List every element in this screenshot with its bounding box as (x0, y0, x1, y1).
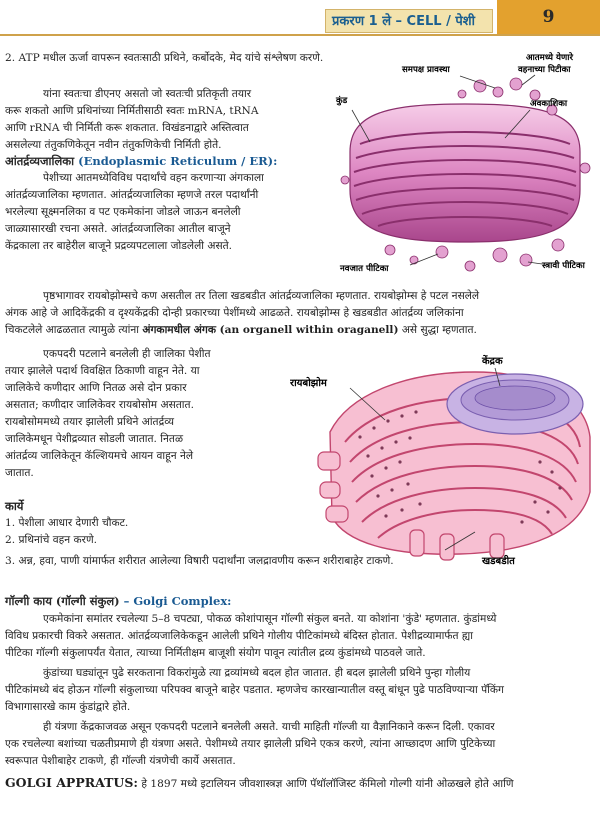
para-line: एकमेकांना समांतर रचलेल्या 5–8 चपट्या, पोकळ कोशांपासून गॉल्गी संकुल बनते. या कोशांना 'कुंडे' म्हणतात. कुंडांमध्ये (43, 613, 497, 625)
para-line: विविध प्रकारची विकरे असतात. आंतर्द्रव्यजालिकेकडून आलेली प्रथिने गोलीय पीटिकांमध्ये बंदिस्त होतात. पेशीद्रव्यामार्फत ह्या (5, 630, 473, 642)
page-number: 9 (497, 0, 600, 34)
mito-paragraph (5, 86, 335, 154)
er-heading-en: (Endoplasmic Reticulum / ER): (78, 154, 278, 168)
para-line: एक रचलेल्या बशांच्या चळतीप्रमाणे ही यंत्रणा असते. पेशीमध्ये तयार झालेली प्रथिने एकत्र करणे, त्यांना आच्छादण आणि पुटिकेच्या (5, 738, 496, 750)
golgi-figure (330, 40, 600, 285)
para-line: तयार झालेले पदार्थ विवक्षित ठिकाणी वाहून नेते. या (5, 365, 200, 377)
function-item: 2. प्रथिनांचे वहन करणे. (5, 534, 97, 546)
para-line: जालिकेचे कणीदार आणि नितळ असे दोन प्रकार (5, 382, 187, 394)
para-line: पृष्ठभागावर रायबोझोम्सचे कण असतील तर तिला खडबडीत आंतर्द्रव्यजालिका म्हणतात. रायबोझोम्स हे पटल नसलेले (43, 290, 480, 302)
para-line: आंतर्द्रव्यजालिका म्हणतात. आंतर्द्रव्यजालिका म्हणजे तरल पदार्थांनी (5, 189, 259, 201)
organelle-term: अंगकामधील अंगक (an organell within oraganell) (142, 324, 399, 336)
point-2: 2. ATP मधील ऊर्जा वापरून स्वतःसाठी प्रथिने, कर्बोदके, मेद यांचे संश्लेषण करणे. (5, 52, 324, 64)
label-incoming-1: आतमध्ये येणारे (526, 53, 573, 63)
para-line: भरलेल्या सूक्ष्मनलिका व पट एकमेकांना जोडले जाऊन बनलेली (5, 206, 241, 218)
para-line: एकपदरी पटलाने बनलेली ही जालिका पेशीत (43, 348, 211, 360)
label-cis: समपक्ष प्रावस्था (402, 65, 450, 75)
membrane-paragraph (5, 346, 303, 482)
golgi-heading-dev: गॉल्गी काय (गॉल्गी संकुल) (5, 594, 120, 608)
para-line: ही यंत्रणा केंद्रकाजवळ असून एकपदरी पटलाने बनलेली असते. याची माहिती गॉल्जी या वैज्ञानिकाने करून दिली. एकावर (43, 721, 495, 733)
text-run: असे सुद्धा म्हणतात. (398, 324, 477, 336)
chapter-title: प्रकरण 1 ले – CELL / पेशी (325, 9, 493, 33)
para-line: विभागासारखे काम कुंडांद्वारे होते. (5, 701, 131, 713)
para-line: केंद्रकाला तर बाहेरील बाजूने प्रद्रव्यपटलाला जोडलेली असते. (5, 240, 233, 252)
golgi-cisternae (350, 104, 580, 242)
golgi-final-line (5, 774, 595, 793)
label-lumen: अवकाशिका (530, 99, 568, 109)
label-nucleus: केंद्रक (482, 356, 503, 367)
golgi-heading-en: – Golgi Complex: (123, 594, 232, 608)
functions-list (5, 515, 595, 570)
para-line: पेशीच्या आतमध्येविविध पदार्थांचे वहन करणाऱ्या अंगकाला (43, 172, 264, 184)
para-line: रायबोसोममध्ये तयार झालेली प्रथिने आंतर्द्रव्य (5, 416, 174, 428)
para-line: आणि rRNA ची निर्मिती करू शकतात. विखंडनाद्वारे अस्तित्वात (5, 122, 249, 134)
para-line: जाळ्यासारखी रचना असते. आंतर्द्रव्यजालिका आतील बाजूने (5, 223, 231, 235)
para-line: अंगक आहे जे आदिकेंद्रकी व दृश्यकेंद्रकी दोन्ही प्रकारच्या पेशींमध्ये आढळते. रायबोझोम्स हे खडबडीत आंतर्द्रव्य जलिकांना (5, 307, 464, 319)
label-rough: खडबडीत (482, 556, 515, 567)
text-run: चिकटलेले आढळतात त्यामुळे त्यांना (5, 324, 143, 336)
para-line: पीटिकांमध्ये बंद होऊन गॉल्गी संकुलाच्या परिपक्व बाजूने बाहेर पडतात. म्हणजेच कारखान्यातील वस्तू बांधून पुढे पाठविण्याऱ्या पॅकिंग (5, 684, 505, 696)
golgi-paragraphs (5, 611, 595, 793)
er-heading-dev: आंतर्द्रव्यजालिका (5, 154, 75, 168)
header-rule (0, 34, 600, 36)
label-ribosome: रायबोझोम (290, 378, 327, 389)
text-run: हे 1897 मध्ये इटालियन जीवशास्त्रज्ञ आणि पॅथॉलॉजिस्ट कॅमिलो गोल्गी यांनी ओळखले होते आणि (137, 778, 514, 790)
para-line (5, 322, 593, 339)
rough-er-paragraph (5, 288, 593, 339)
para-line: यांना स्वतःचा डीएनए असतो जो स्वतःची प्रतिकृती तयार (43, 88, 252, 100)
er-heading (5, 153, 345, 170)
er-paragraph (5, 170, 335, 255)
para-line: स्वरूपात पेशीबाहेर टाकणे, ही गॉल्जी यंत्रणेची कार्ये असतात. (5, 755, 236, 767)
golgi-heading (5, 593, 595, 610)
label-secretory: स्त्रावी पीटिका (542, 261, 585, 271)
function-item: 3. अन्न, हवा, पाणी यांमार्फत शरीरात आलेल्या विषारी पदार्थांना जलद्रावणीय करून शरीराबाहेर टाकणे. (5, 555, 394, 567)
para-line: असलेल्या तंतुकणिकेतून नवीन तंतुकणिकेची निर्मिती होते. (5, 139, 222, 151)
label-incoming-2: वहनाच्या पिटीका (518, 65, 571, 75)
para-line: पीटिका गॉल्गी संकुलापर्यंत येतात, त्याच्या निर्मितीक्षम बाजूशी संयोग पावून त्यांतील द्रव्य कुंडांमध्ये पाठवले जाते. (5, 647, 426, 659)
functions-heading: कार्ये (5, 499, 24, 513)
nucleus (447, 374, 583, 434)
para-line: असतात; कणीदार जालिकेवर रायबोसोम असतात. (5, 399, 194, 411)
para-line: कुंडांच्या घड्यांतून पुढे सरकताना विकरांमुळे त्या द्रव्यांमध्ये बदल होत जातात. ही बदल झालेली प्रथिने पुन्हा गोलीय (43, 667, 471, 679)
function-item: 1. पेशीला आधार देणारी चौकट. (5, 517, 129, 529)
para-line: जालिकेमधून पेशीद्रव्यात सोडली जातात. नितळ (5, 433, 184, 445)
label-kund: कुंड (336, 96, 348, 106)
para-line: करू शकतो आणि प्रथिनांच्या निर्मितीसाठी स्वतः mRNA, tRNA (5, 105, 259, 117)
para-line: जातात. (5, 467, 34, 479)
para-line: आंतर्द्रव्य जालिकेतून कॅल्शियमचे आयन वाहून नेले (5, 450, 194, 462)
label-nascent: नवजात पीटिका (340, 264, 389, 274)
golgi-apparatus-term: GOLGI APPRATUS: (5, 775, 138, 790)
